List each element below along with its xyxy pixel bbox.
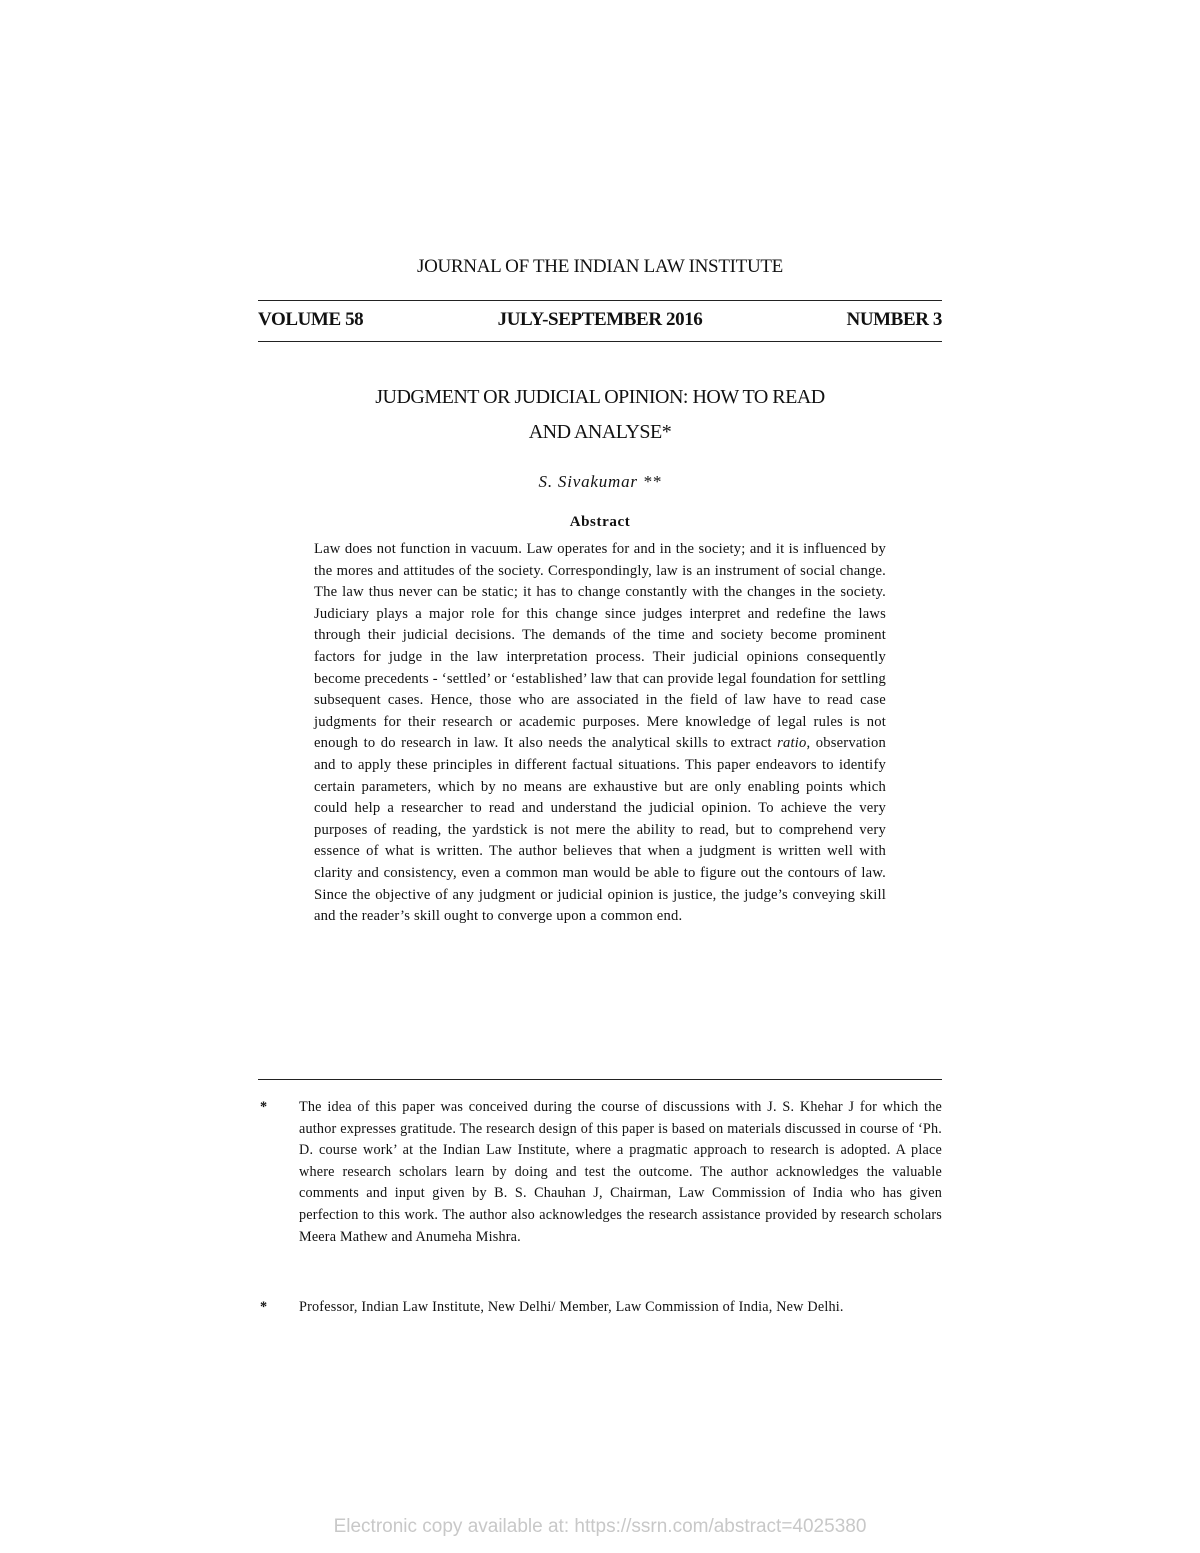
ssrn-availability-note: Electronic copy available at: https://ssrn.com/abstract=4025380 bbox=[333, 1516, 867, 1537]
abstract-heading: Abstract bbox=[569, 514, 631, 530]
issue-bar bbox=[258, 300, 942, 342]
footnote-text: Professor, Indian Law Institute, New Delhi/ Member, Law Commission of India, New Delhi. bbox=[299, 1299, 844, 1315]
footnote bbox=[258, 1097, 942, 1248]
footnote-mark: * bbox=[260, 1299, 268, 1315]
abstract-text bbox=[314, 539, 886, 928]
footnote-mark: * bbox=[260, 1099, 268, 1115]
abstract-text-part-2: , observation and to apply these principles in different factual situations. This paper endeavors to identify certain parameters, which by no means are exhaustive but are only enabling points which could help a researcher to read and understand the judicial opinion. To achieve the very purposes of reading, the yardstick is not mere the ability to read, but to comprehend very essence of what is written. The author believes that when a judgment is written well with clarity and consistency, even a common man would be able to figure out the contours of law. Since the objective of any judgment or judicial opinion is justice, the judge’s conveying skill and the reader’s skill ought to converge upon a common end. bbox=[314, 735, 886, 925]
footnote bbox=[258, 1297, 942, 1319]
journal-number: NUMBER 3 bbox=[846, 309, 942, 330]
footnote-text: The idea of this paper was conceived during the course of discussions with J. S. Khehar J for which the author expresses gratitude. The research design of this paper is based on materials discussed in course of ‘Ph. D. course work’ at the Indian Law Institute, where a pragmatic approach to research is adopted. A place where research scholars learn by doing and test the outcome. The author acknowledges the valuable comments and input given by B. S. Chauhan J, Chairman, Law Commission of India who has given perfection to this work. The author also acknowledges the research assistance provided by research scholars Meera Mathew and Anumeha Mishra. bbox=[299, 1099, 942, 1245]
footnote-divider bbox=[258, 1079, 942, 1080]
paper-title-line-1: JUDGMENT OR JUDICIAL OPINION: HOW TO READ bbox=[375, 386, 825, 408]
journal-title: JOURNAL OF THE INDIAN LAW INSTITUTE bbox=[416, 256, 783, 277]
journal-volume: VOLUME 58 bbox=[258, 309, 364, 330]
abstract-text-part-1: Law does not function in vacuum. Law operates for and in the society; and it is influenced by the mores and attitudes of the society. Correspondingly, law is an instrument of social change. The law thus never can be static; it has to change constantly with the changes in the society. Judiciary plays a major role for this change since judges interpret and redefine the laws through their judicial decisions. The demands of the time and society become prominent factors for judge in the law interpretation process. Their judicial opinions consequently become precedents - ‘settled’ or ‘established’ law that can provide legal foundation for settling subsequent cases. Hence, those who are associated in the field of law have to read case judgments for their research or academic purposes. Mere knowledge of legal rules is not enough to do research in law. It also needs the analytical skills to extract bbox=[314, 541, 886, 752]
abstract-italic-word: ratio bbox=[777, 735, 807, 752]
author-name: S. Sivakumar ** bbox=[538, 472, 662, 491]
paper-title bbox=[300, 380, 900, 450]
journal-issue-date: JULY-SEPTEMBER 2016 bbox=[497, 309, 703, 330]
paper-title-line-2: AND ANALYSE* bbox=[528, 421, 672, 443]
